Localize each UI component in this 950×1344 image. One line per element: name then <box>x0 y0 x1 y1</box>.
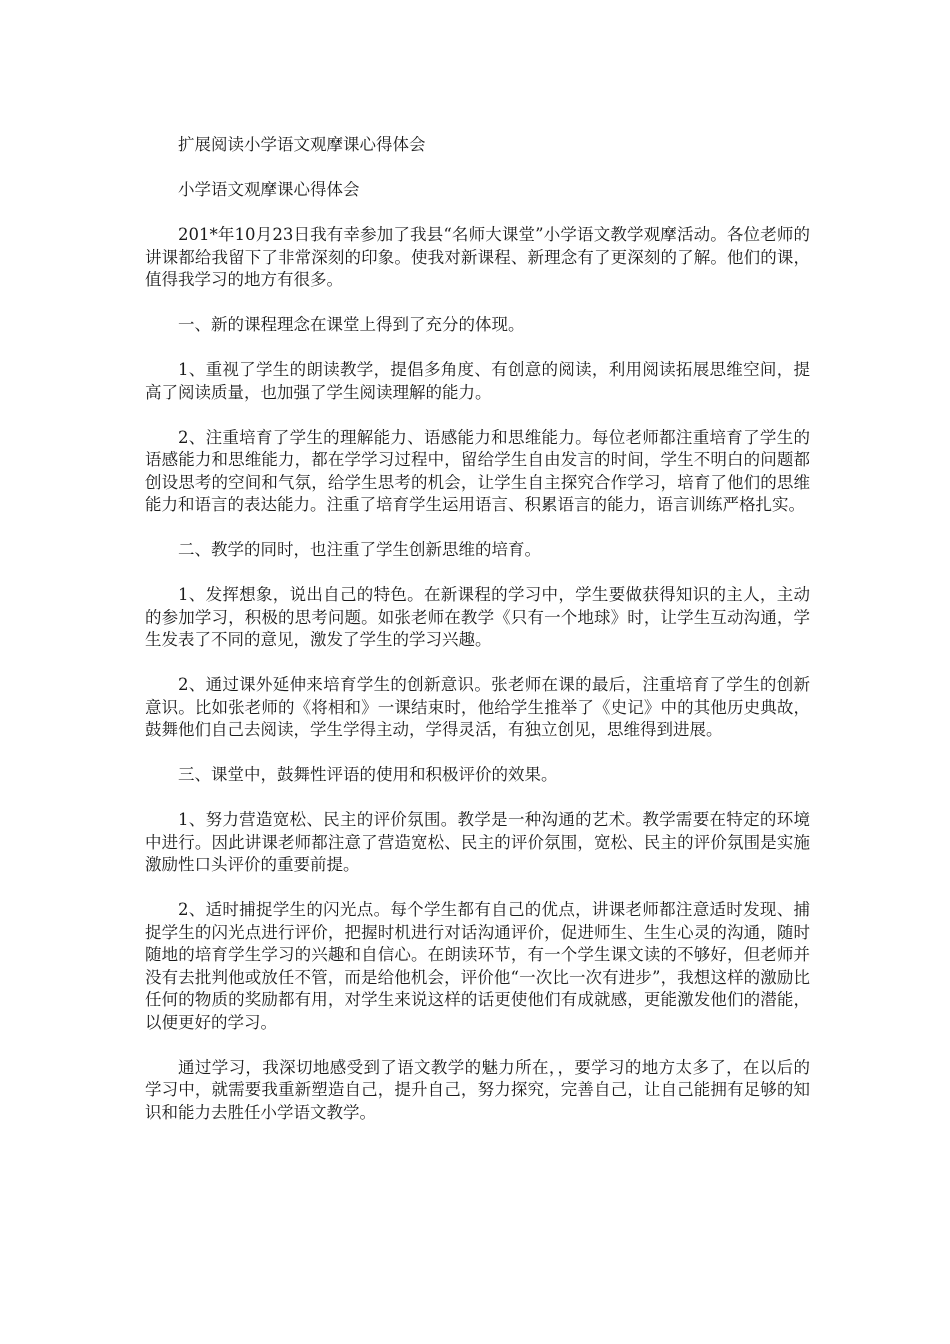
section-heading-2: 二、教学的同时，也注重了学生创新思维的培育。 <box>178 540 541 559</box>
document-title: 扩展阅读小学语文观摩课心得体会 <box>178 135 426 154</box>
paragraph-conclusion: 通过学习，我深切地感受到了语文教学的魅力所在，，要学习的地方太多了，在以后的学习中，就需要我重新塑造自己，提升自己，努力探究，完善自己，让自己能拥有足够的知识和能力去胜任小学语文教学。 <box>145 1057 810 1122</box>
paragraph-intro: 201*年10月23日我有幸参加了我县“名师大课堂”小学语文教学观摩活动。各位老师的讲课都给我留下了非常深刻的印象。使我对新课程、新理念有了更深刻的了解。他们的课，值得我学习的地方有很多。 <box>145 225 810 289</box>
section-heading-1: 一、新的课程理念在课堂上得到了充分的体现。 <box>178 315 525 334</box>
document-body <box>145 134 810 1147</box>
paragraph-2-2: 2、通过课外延伸来培育学生的创新意识。张老师在课的最后，注重培育了学生的创新意识。比如张老师的《将相和》一课结束时，他给学生推举了《史记》中的其他历史典故，鼓舞他们自己去阅读，学生学得主动，学得灵活，有独立创见，思维得到进展。 <box>145 675 810 739</box>
paragraph-3-2: 2、适时捕捉学生的闪光点。每个学生都有自己的优点，讲课老师都注意适时发现、捕捉学生的闪光点进行评价，把握时机进行对话沟通评价，促进师生、生生心灵的沟通，随时随地的培育学生学习的兴趣和自信心。在朗读环节，有一个学生课文读的不够好，但老师并没有去批判他或放任不管，而是给他机会，评价他“一次比一次有进步”，我想这样的激励比任何的物质的奖励都有用，对学生来说这样的话更使他们有成就感，更能激发他们的潜能，以便更好的学习。 <box>145 900 810 1032</box>
paragraph-1-2: 2、注重培育了学生的理解能力、语感能力和思维能力。每位老师都注重培育了学生的语感能力和思维能力，都在学学习过程中，留给学生自由发言的时间，学生不明白的问题都创设思考的空间和气氛，给学生思考的机会，让学生自主探究合作学习，培育了他们的思维能力和语言的表达能力。注重了培育学生运用语言、积累语言的能力，语言训练严格扎实。 <box>145 427 810 514</box>
paragraph-3-1: 1、努力营造宽松、民主的评价氛围。教学是一种沟通的艺术。教学需要在特定的环境中进行。因此讲课老师都注意了营造宽松、民主的评价氛围，宽松、民主的评价氛围是实施激励性口头评价的重要前提。 <box>145 810 810 874</box>
document-subtitle: 小学语文观摩课心得体会 <box>178 180 360 199</box>
paragraph-1-1: 1、重视了学生的朗读教学，提倡多角度、有创意的阅读，利用阅读拓展思维空间，提高了阅读质量，也加强了学生阅读理解的能力。 <box>145 360 810 402</box>
paragraph-2-1: 1、发挥想象，说出自己的特色。在新课程的学习中，学生要做获得知识的主人，主动的参加学习，积极的思考问题。如张老师在教学《只有一个地球》时，让学生互动沟通，学生发表了不同的意见，激发了学生的学习兴趣。 <box>145 585 810 649</box>
section-heading-3: 三、课堂中，鼓舞性评语的使用和积极评价的效果。 <box>178 765 558 784</box>
